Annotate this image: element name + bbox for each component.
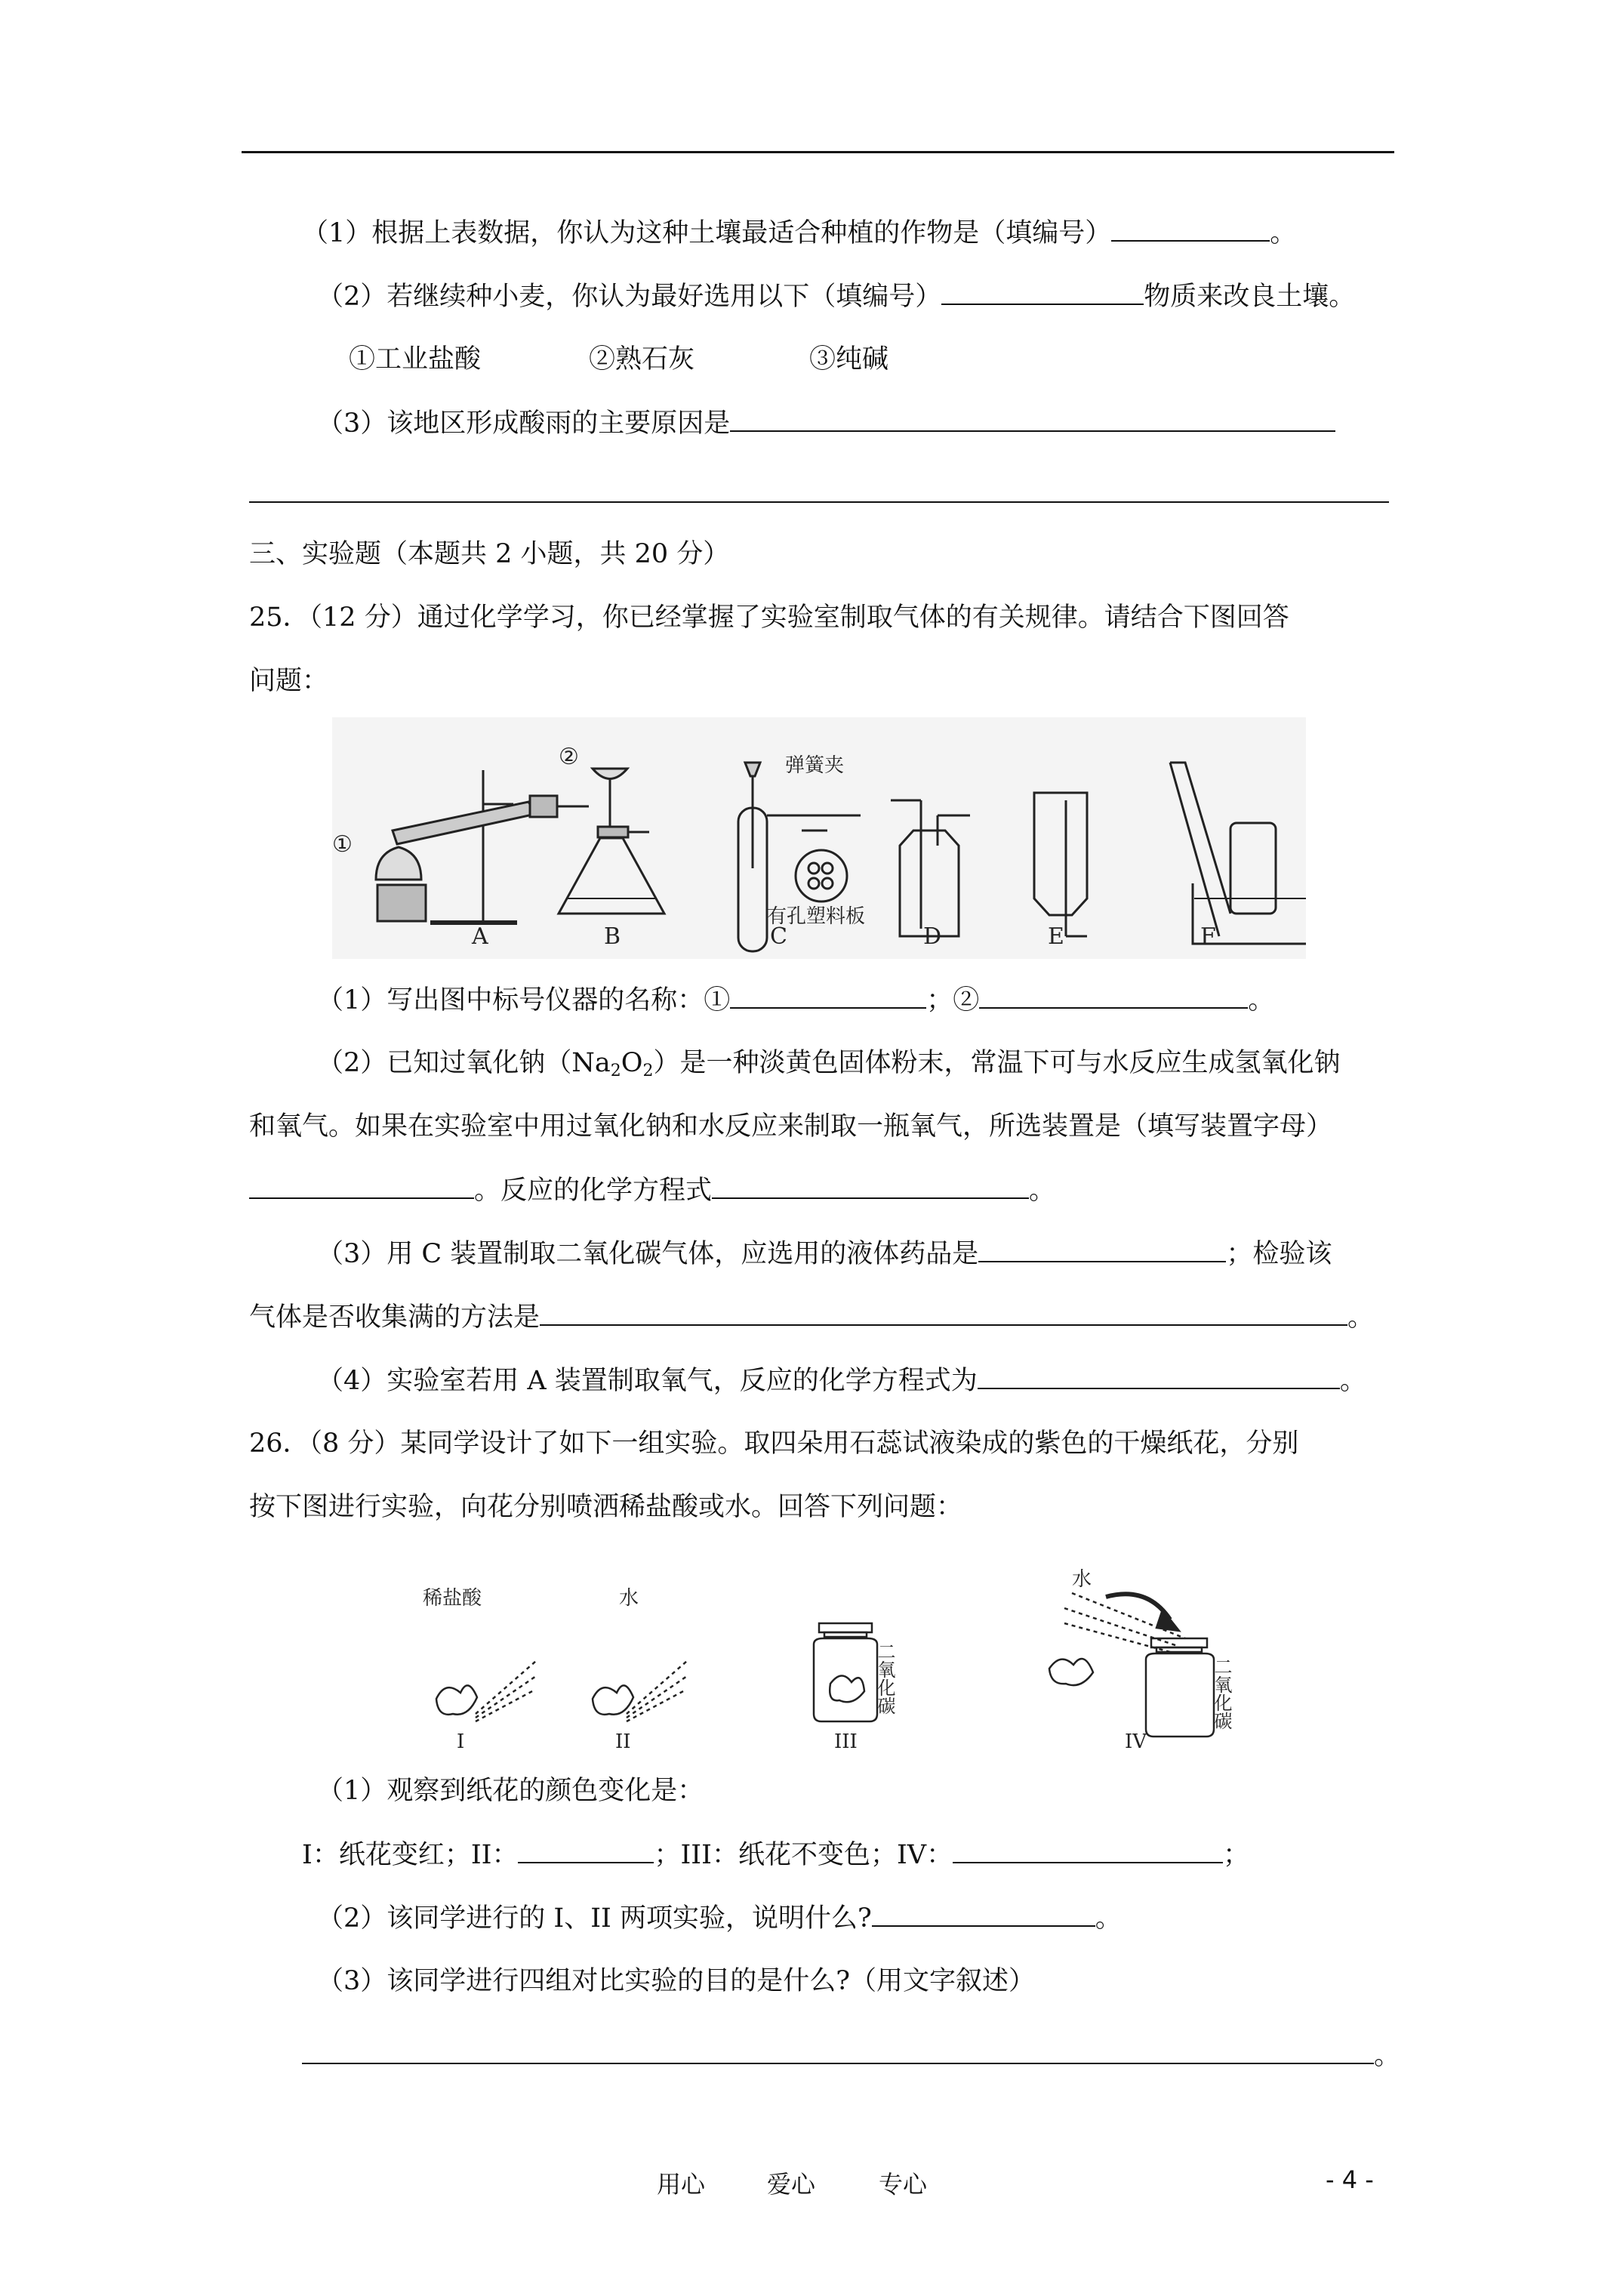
answer-blank[interactable] [302, 2039, 1374, 2064]
q24-option-1: ①工业盐酸 [349, 344, 482, 374]
label-water: 水 [619, 1587, 639, 1610]
answer-blank[interactable] [978, 1364, 1340, 1389]
q25-part2-line2: 和氧气。如果在实验室中用过氧化钠和水反应来制取一瓶氧气，所选装置是（填写装置字母） [249, 1111, 1333, 1142]
footer-slogan-2: 爱心 [767, 2170, 816, 2199]
q25-part1: （1）写出图中标号仪器的名称：① ；② 。 [317, 983, 1274, 1017]
label-water-iv: 水 [1072, 1568, 1092, 1591]
fig-label-i: I [457, 1730, 465, 1752]
experiment-i [436, 1661, 536, 1721]
answer-blank[interactable] [872, 1901, 1095, 1927]
q26-intro-cont: 按下图进行实验，向花分别喷洒稀盐酸或水。回答下列问题： [249, 1492, 963, 1522]
q26-part1: （1）观察到纸花的颜色变化是： [317, 1776, 704, 1806]
label-co2-iv: 二氧化碳 [1211, 1657, 1232, 1730]
q25-part3-line1: （3）用 C 装置制取二氧化碳气体，应选用的液体药品是 ；检验该 [317, 1237, 1332, 1271]
fig-label-iii: III [834, 1730, 858, 1752]
answer-blank[interactable] [730, 983, 926, 1009]
fig-label-b: B [604, 923, 621, 950]
fig-mark-1: ① [332, 831, 353, 858]
label-co2-iii: 二氧化碳 [874, 1642, 895, 1715]
q26-part1-answers: I：纸花变红；II： ；III：纸花不变色；IV： ； [302, 1838, 1249, 1872]
section-heading: 三、实验题（本题共 2 小题，共 20 分） [249, 539, 730, 569]
answer-line[interactable] [249, 501, 1389, 503]
footer-slogan-3: 专心 [879, 2170, 928, 2199]
q24-option-3: ③纯碱 [809, 344, 889, 374]
fig-mark-2: ② [559, 744, 579, 770]
header-rule [242, 151, 1394, 153]
answer-blank[interactable] [979, 983, 1248, 1009]
q25-intro: 25．（12 分）通过化学学习，你已经掌握了实验室制取气体的有关规律。请结合下图回答 [249, 603, 1289, 633]
experiment-ii [593, 1661, 687, 1721]
fig-spring-clip: 弹簧夹 [785, 754, 845, 777]
q24-part3: （3）该地区形成酸雨的主要原因是 [317, 406, 1335, 440]
q24-part1: （1）根据上表数据，你认为这种土壤最适合种植的作物是（填编号） 。 [302, 216, 1296, 250]
answer-blank[interactable] [540, 1300, 1347, 1326]
answer-blank[interactable] [518, 1838, 654, 1863]
label-acid: 稀盐酸 [423, 1587, 482, 1610]
page-number: - 4 - [1326, 2165, 1374, 2194]
q25-intro-cont: 问题： [249, 666, 329, 696]
fig-plate: 有孔塑料板 [767, 905, 866, 928]
fig-label-e: E [1048, 923, 1064, 950]
answer-blank[interactable] [978, 1237, 1226, 1262]
answer-blank[interactable] [953, 1838, 1223, 1863]
answer-blank[interactable] [730, 406, 1335, 432]
experiment-iv [1049, 1593, 1214, 1737]
answer-blank[interactable] [1111, 216, 1270, 242]
fig-label-a: A [472, 923, 488, 950]
answer-blank[interactable] [249, 1173, 474, 1199]
q26-part3: （3）该同学进行四组对比实验的目的是什么?（用文字叙述） [317, 1966, 1036, 1996]
experiment-iii [814, 1623, 877, 1721]
fig-label-f: F [1200, 923, 1216, 950]
answer-blank[interactable] [941, 279, 1144, 305]
fig-label-iv: IV [1125, 1730, 1147, 1752]
q26-intro: 26．（8 分）某同学设计了如下一组实验。取四朵用石蕊试液染成的紫色的干燥纸花，分别 [249, 1428, 1299, 1459]
answer-blank[interactable] [712, 1173, 1029, 1199]
q26-part2: （2）该同学进行的 I、II 两项实验，说明什么? 。 [317, 1901, 1122, 1935]
fig-label-d: D [923, 923, 942, 950]
q24-option-2: ②熟石灰 [589, 344, 695, 374]
q25-part2-line1: （2）已知过氧化钠$(Na_2O_2)$是一种淡黄色固体粉末，常温下可与水反应生成氢氧化钠 [317, 1048, 1341, 1080]
flower-experiment-figure [423, 1563, 1510, 1752]
footer-slogan-1: 用心 [657, 2170, 706, 2199]
q24-part2: （2）若继续种小麦，你认为最好选用以下（填编号） 物质来改良土壤。 [317, 279, 1355, 313]
fig-label-c: C [770, 923, 787, 950]
fig-label-ii: II [615, 1730, 631, 1752]
q25-part2-line3: 。反应的化学方程式 。 [249, 1173, 1055, 1207]
q25-part4: （4）实验室若用 A 装置制取氧气，反应的化学方程式为 。 [317, 1364, 1366, 1398]
apparatus-figure [332, 717, 1306, 959]
q26-part3-answer: 。 [302, 2039, 1400, 2073]
q25-part3-line2: 气体是否收集满的方法是 。 [249, 1300, 1374, 1334]
